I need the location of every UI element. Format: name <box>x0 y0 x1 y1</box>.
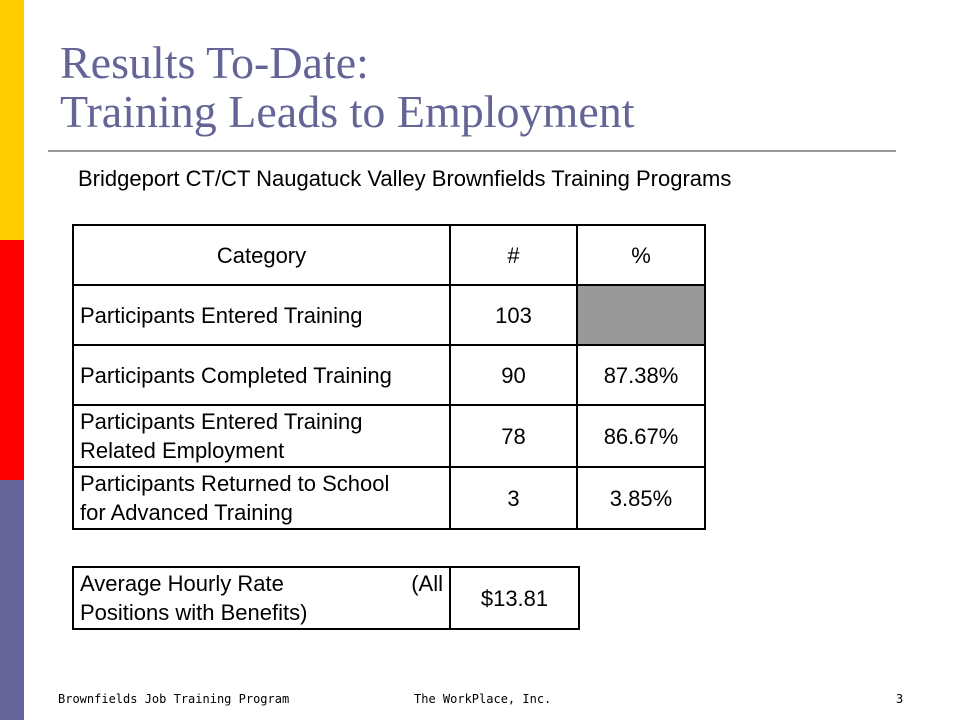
row-count: 78 <box>450 405 577 467</box>
table-row <box>73 405 705 467</box>
hourly-rate-value: $13.81 <box>450 567 579 629</box>
results-table <box>72 224 706 530</box>
results-header-row <box>73 225 705 285</box>
hourly-rate-label-text: Average Hourly Rate <box>80 571 284 596</box>
row-percent: 3.85% <box>577 467 705 529</box>
row-percent: 87.38% <box>577 345 705 405</box>
table-row <box>73 345 705 405</box>
table-row <box>73 285 705 345</box>
slide-title <box>60 38 920 136</box>
row-percent-empty <box>577 285 705 345</box>
row-category <box>73 345 450 405</box>
row-category-line-1: Participants Completed Training <box>80 362 392 388</box>
table-row <box>73 467 705 529</box>
row-category <box>73 285 450 345</box>
footer-page-number: 3 <box>896 692 904 706</box>
table-subtitle: Bridgeport CT/CT Naugatuck Valley Brownfields Training Programs <box>78 166 732 191</box>
slide-title-line-2: Training Leads to Employment <box>60 86 635 137</box>
accent-bar-red <box>0 240 24 480</box>
row-category <box>73 405 450 467</box>
row-category-line-2: Related Employment <box>80 438 285 463</box>
row-count: 3 <box>450 467 577 529</box>
title-divider <box>48 150 896 152</box>
row-category-line-1: Participants Entered Training <box>80 409 363 434</box>
hourly-rate-label-qualifier: (All <box>411 571 443 596</box>
hourly-rate-label-line-1 <box>80 569 443 598</box>
hourly-rate-label-line-2: Positions with Benefits) <box>80 600 308 625</box>
footer-program-name: Brownfields Job Training Program <box>58 692 290 706</box>
header-count: # <box>450 225 577 285</box>
slide-title-line-1: Results To-Date: <box>60 37 369 88</box>
header-percent: % <box>577 225 705 285</box>
accent-bar-yellow <box>0 0 24 240</box>
hourly-rate-row <box>73 567 579 629</box>
row-category <box>73 467 450 529</box>
hourly-rate-table <box>72 566 580 630</box>
hourly-rate-label <box>73 567 450 629</box>
row-category-line-2: for Advanced Training <box>80 500 293 525</box>
row-count: 103 <box>450 285 577 345</box>
header-category: Category <box>73 225 450 285</box>
row-category-line-1: Participants Returned to School <box>80 471 390 496</box>
row-percent: 86.67% <box>577 405 705 467</box>
footer-organization: The WorkPlace, Inc. <box>414 692 552 706</box>
row-category-line-1: Participants Entered Training <box>80 302 363 328</box>
accent-bar-blue <box>0 480 24 720</box>
row-count: 90 <box>450 345 577 405</box>
